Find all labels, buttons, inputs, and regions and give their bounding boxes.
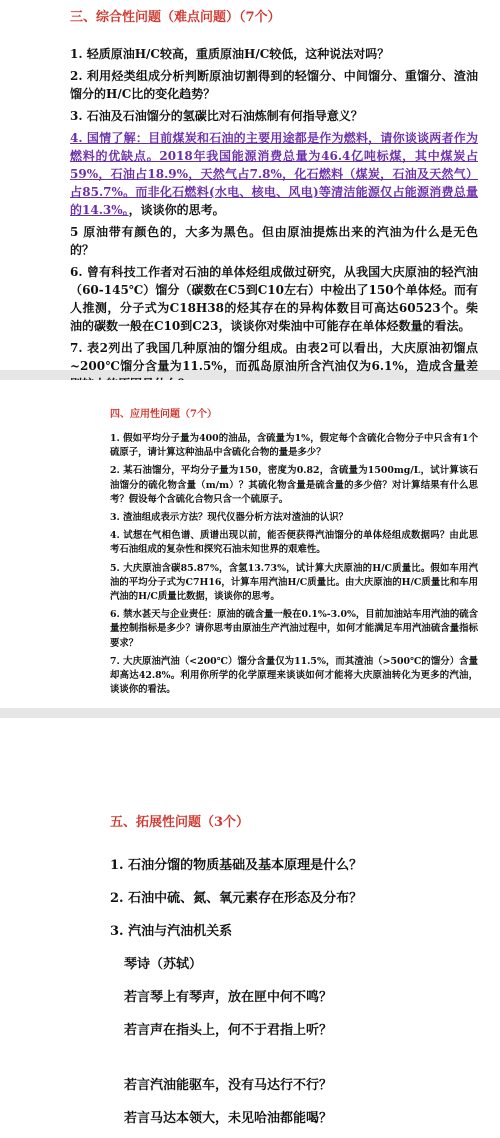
- poem-title: 琴诗（苏轼）: [124, 957, 203, 972]
- question-item: 1. 轻质原油H/C较高，重质原油H/C较低，这种说法对吗？: [70, 47, 390, 61]
- spacer: [110, 1054, 478, 1076]
- page-section-extension: [0, 718, 500, 1138]
- parody-line: 若言汽油能驱车，没有马达行不行？: [124, 1078, 333, 1093]
- page-section-application: [0, 380, 500, 708]
- question-item: 3. 汽油与汽油机关系: [110, 924, 233, 939]
- page-section-comprehensive: [0, 0, 500, 373]
- question-item: 7. 大庆原油汽油（<200℃）馏分含量仅为11.5%，而其渣油（>500℃的馏分）含量却高达42.8%。利用你所学的化学原理来谈谈如何才能将大庆原油转化为更多的汽油，谈谈你的看法。: [110, 655, 478, 696]
- question-item: 2. 利用烃类组成分析判断原油切割得到的轻馏分、中间馏分、重馏分、渣油馏分的H/C比的变化趋势？: [70, 69, 478, 101]
- question-4-prefix: 4. 国情了解：: [70, 131, 149, 145]
- question-item: 1. 假如平均分子量为400的油品，含硫量为1%，假定每个含硫化合物分子中只含有1个硫原子，请计算这种油品中含硫化合物的量是多少？: [110, 433, 478, 459]
- question-item: 6. 曾有科技工作者对石油的单体烃组成做过研究，从我国大庆原油的轻汽油（60-145℃）馏分（碳数在C5到C10左右）中检出了150个单体烃。而有人推测，分子式为C18H38的烃其存在的异构体数目可高达60523个。柴油的碳数一般在C10到C23，谈谈你对柴油中可能存在单体烃数量的看法。: [70, 265, 478, 333]
- question-item: 3. 石油及石油馏分的氢碳比对石油炼制有何指导意义？: [70, 109, 363, 123]
- question-item: 4. 试想在气相色谱、质谱出现以前，能否便获得汽油馏分的单体烃组成数据吗？由此思考石油组成的复杂性和探究石油未知世界的艰难性。: [110, 530, 478, 556]
- section-title-application: 四、应用性问题（7个）: [110, 409, 217, 420]
- poem-line: 若言琴上有琴声，放在匣中何不鸣？: [124, 990, 333, 1005]
- question-item: 5 原油带有颜色的，大多为黑色。但由原油提炼出来的汽油为什么是无色的？: [70, 225, 478, 257]
- question-item: 7. 表2列出了我国几种原油的馏分组成。由表2可以看出，大庆原油初馏点~200℃馏分含量为11.5%，而孤岛原油所含汽油仅为6.1%，造成含量差: [70, 341, 478, 373]
- question-item: 3. 渣油组成表示方法？现代仪器分析方法对渣油的认识？: [110, 512, 349, 524]
- question-item: 1. 石油分馏的物质基础及基本原理是什么？: [110, 858, 363, 873]
- section-title-extension: 五、拓展性问题（3个）: [110, 815, 250, 830]
- question-item: 2. 石油中硫、氮、氧元素存在形态及分布？: [110, 891, 363, 906]
- question-4-highlight: 目前煤炭和石油的主要用途都是作为燃料，请你谈谈两者作为燃料的优缺点。2018年我国能源消费总量为46.4亿吨标煤，其中煤炭占59%，石油占18.9%，天然气占7.8%，化石燃料（煤炭，石油及天然气）占85.7%。而非化石燃料(水电、核电、风电)等清洁能源仅占能源消费总量的14.3%。: [70, 131, 478, 217]
- question-item: 5. 大庆原油含碳85.87%，含氢13.73%，试计算大庆原油的H/C质量比。假如车用汽油的平均分子式为C7H16，计算车用汽油H/C质量比。由大庆原油的H/C质量比和车用汽油的H/C质量比数据，谈谈你的思考。: [110, 562, 478, 603]
- poem-line: 若言声在指头上，何不于君指上听？: [124, 1023, 333, 1038]
- section-title-comprehensive: 三、综合性问题（难点问题）（7个）: [70, 10, 281, 25]
- question-item-4: [70, 129, 478, 219]
- parody-line: 若言马达本领大，未见哈油都能喝？: [124, 1111, 333, 1126]
- question-item: 6. 禁水甚天与企业责任：原油的硫含量一般在0.1%-3.0%，目前加油站车用汽油的硫含量控制指标是多少？请你思考由原油生产汽油过程中，如何才能满足车用汽油硫含量指标要求？: [110, 609, 478, 649]
- question-item: 2. 某石油馏分，平均分子量为150，密度为0.82，含硫量为1500mg/L，试计算该石油馏分的硫化物含量（m/m）？其硫化物含量是硫含量的多少倍？对计算结果有什么思考？假设每个含硫化合物只含一个硫原子。: [110, 465, 478, 505]
- question-4-tail: ，谈谈你的思考。: [128, 203, 225, 217]
